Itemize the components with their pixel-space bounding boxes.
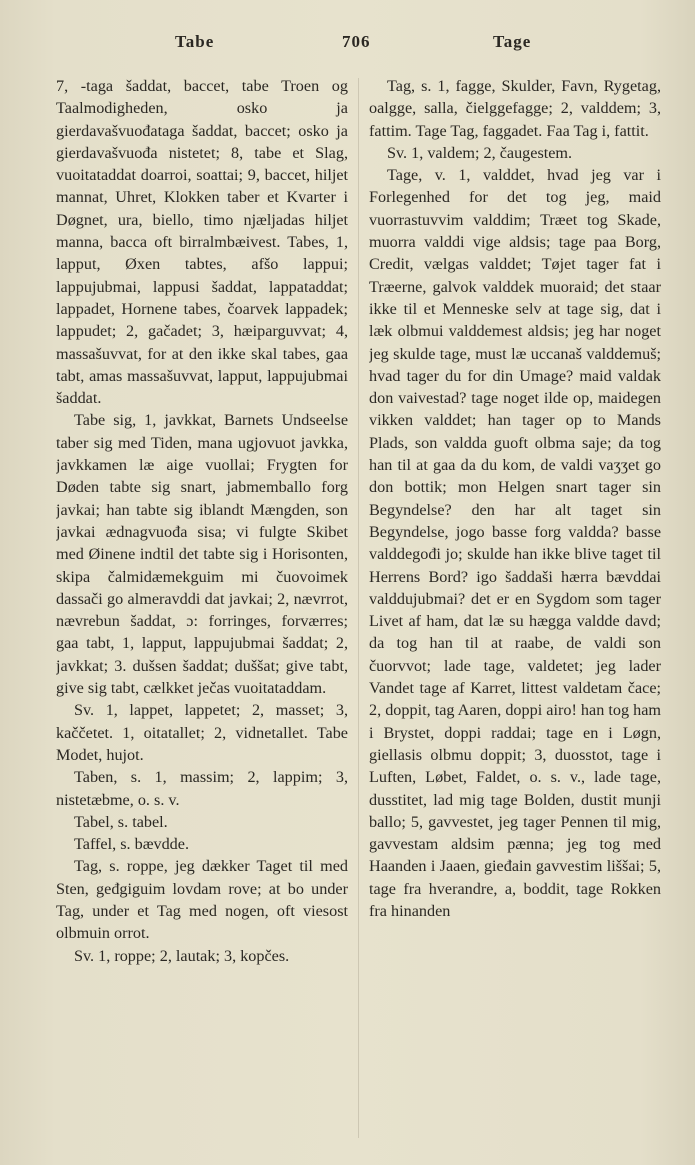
entry-paragraph: Tag, s. roppe, jeg dækker Taget til med Sten, geđgiguim lovdam rove; at bo under Tag, under et Tag med nogen, oft viesost olbmuin orrot. bbox=[56, 857, 348, 943]
entry-paragraph: Tabe sig, 1, javkkat, Barnets Undseelse taber sig med Tiden, mana ugjovuot javkka, javkkamen læ aige vuollai; Frygten for Døden tabte sig snart, jabmemballo forg javkai; han tabte sig iblandt Mængden, son javkai ædnagvuođa sisa; vi fulgte Skibet med Øinene indtil det tabte sig i Horisonten, skipa čalmidæmekguim mi čuovoimek dassači go almeravddi dat javkai; 2, nævrrot, nævrebun šaddat, ɔ: forringes, forværres; gaa tabt, 1, lapput, lappujubmai šaddat; 2, javkkat; 3. dušsen šaddat; duššat; give tabt, give sig tabt, cælkket ječas vuoitataddam. bbox=[56, 411, 348, 698]
entry-paragraph: Tabel, s. tabel. bbox=[74, 812, 168, 831]
page-number: 706 bbox=[342, 32, 371, 51]
entry-paragraph: Sv. 1, valdem; 2, čaugestem. bbox=[387, 143, 573, 162]
entry-paragraph: Sv. 1, roppe; 2, lautak; 3, kopčes. bbox=[74, 946, 290, 965]
entry-paragraph: Taffel, s. bævdde. bbox=[74, 835, 190, 854]
entry-paragraph: Tage, v. 1, valddet, hvad jeg var i Forlegenhed for det tog jeg, maid vuorrastuvvim valddim; Træet tog Skade, muorra valddi vige aldsis; tage paa Borg, Credit, vælgas valddet; Tøjet tager fat i Træerne, galvok valddek muoraid; det staar ikke til et Menneske selv at tage sig, dat i læk olbmui valddemest aldsis; jeg har noget jeg skulde tage, must læ uccanaš valddemuš; hvad tager du for din Umage? maid valdak don vaivestad? tage noget ilde op, maidegen vikken valddet; han tager op to Mands Plads, son valdda guoft olbma saje; da tog han til at gaa da du kom, de valdi vaʒʒet go don bottik; mon Helgen snart tager sin Begyndelse? den har alt taget sin Begyndelse, jogo basse forg valdda? basse valddegođi jo; skulde han ikke blive taget til Herrens Bord? igo šaddaši hærra bævddai valddujubmai? det er en Sygdom som tager Livet af ham, dat læ su hægga valdde davd; da tog han til at raabe, de valdi son čuorvvot; lade tage, valdetet; jeg lader Vandet tage af Karret, littest valdetam čace; 2, doppit, tag Aaren, doppi airo! han tog ham i Brystet, doppi raddai; tage en i Løgn, giellasis olbmu doppit; 3, duosstot, tage i Luften, Løbet, Faldet, o. s. v., lade tage, dusstitet, lad mig tage Bolden, dustit munji ballo; 5, gavvestet, jeg tager Pennen til mig, gavvestam aldsim pænna; jeg tog med Haanden i Jaaen, gieđain gavvestim liššai; 5, tage fra hverandre, a, boddit, tage Rokken fra hinanden bbox=[369, 166, 661, 920]
entry-paragraph: Taben, s. 1, massim; 2, lappim; 3, nistetæbme, o. s. v. bbox=[56, 768, 348, 809]
entry-paragraph: Tag, s. 1, fagge, Skulder, Favn, Rygetag, oalgge, salla, čielggefagge; 2, valddem; 3, fattim. Tage Tag, faggadet. Faa Tag i, fattit. bbox=[369, 77, 661, 140]
header-right-guide-word: Tage bbox=[493, 32, 532, 51]
entry-paragraph: Sv. 1, lappet, lappetet; 2, masset; 3, kaččetet. 1, oitatallet; 2, vidnetallet. Tabe Modet, hujot. bbox=[56, 701, 348, 764]
left-column bbox=[56, 75, 348, 1155]
header-left-guide-word: Tabe bbox=[175, 32, 215, 51]
entry-paragraph: 7, -taga šaddat, baccet, tabe Troen og Taalmodigheden, osko ja gierdavašvuođataga šaddat, baccet; osko ja gierdavašvuođa nistetet; 8, tabe et Slag, vuoitataddat doarroi, soattai; 9, baccet, hiljet mannat, Uhret, Klokken taber et Kvarter i Døgnet, ura, biello, timo njæljadas hiljet manna, bacca oft birralmbæivest. Tabes, 1, lapput, Øxen tabtes, afšo lappui; lappujubmai, lappusi šaddat, lappataddat; lappadet, Hornene tabes, čoarvek lappadek; lappudet; 2, gačadet; 3, hæiparguvvat; 4, massašuvvat, for at den ikke skal tabes, gaa tabt, amas massašuvvat, lapput, lappujubmai šaddat. bbox=[56, 77, 348, 408]
column-divider bbox=[358, 78, 359, 1138]
page-header bbox=[0, 32, 695, 60]
right-column bbox=[369, 75, 661, 1155]
